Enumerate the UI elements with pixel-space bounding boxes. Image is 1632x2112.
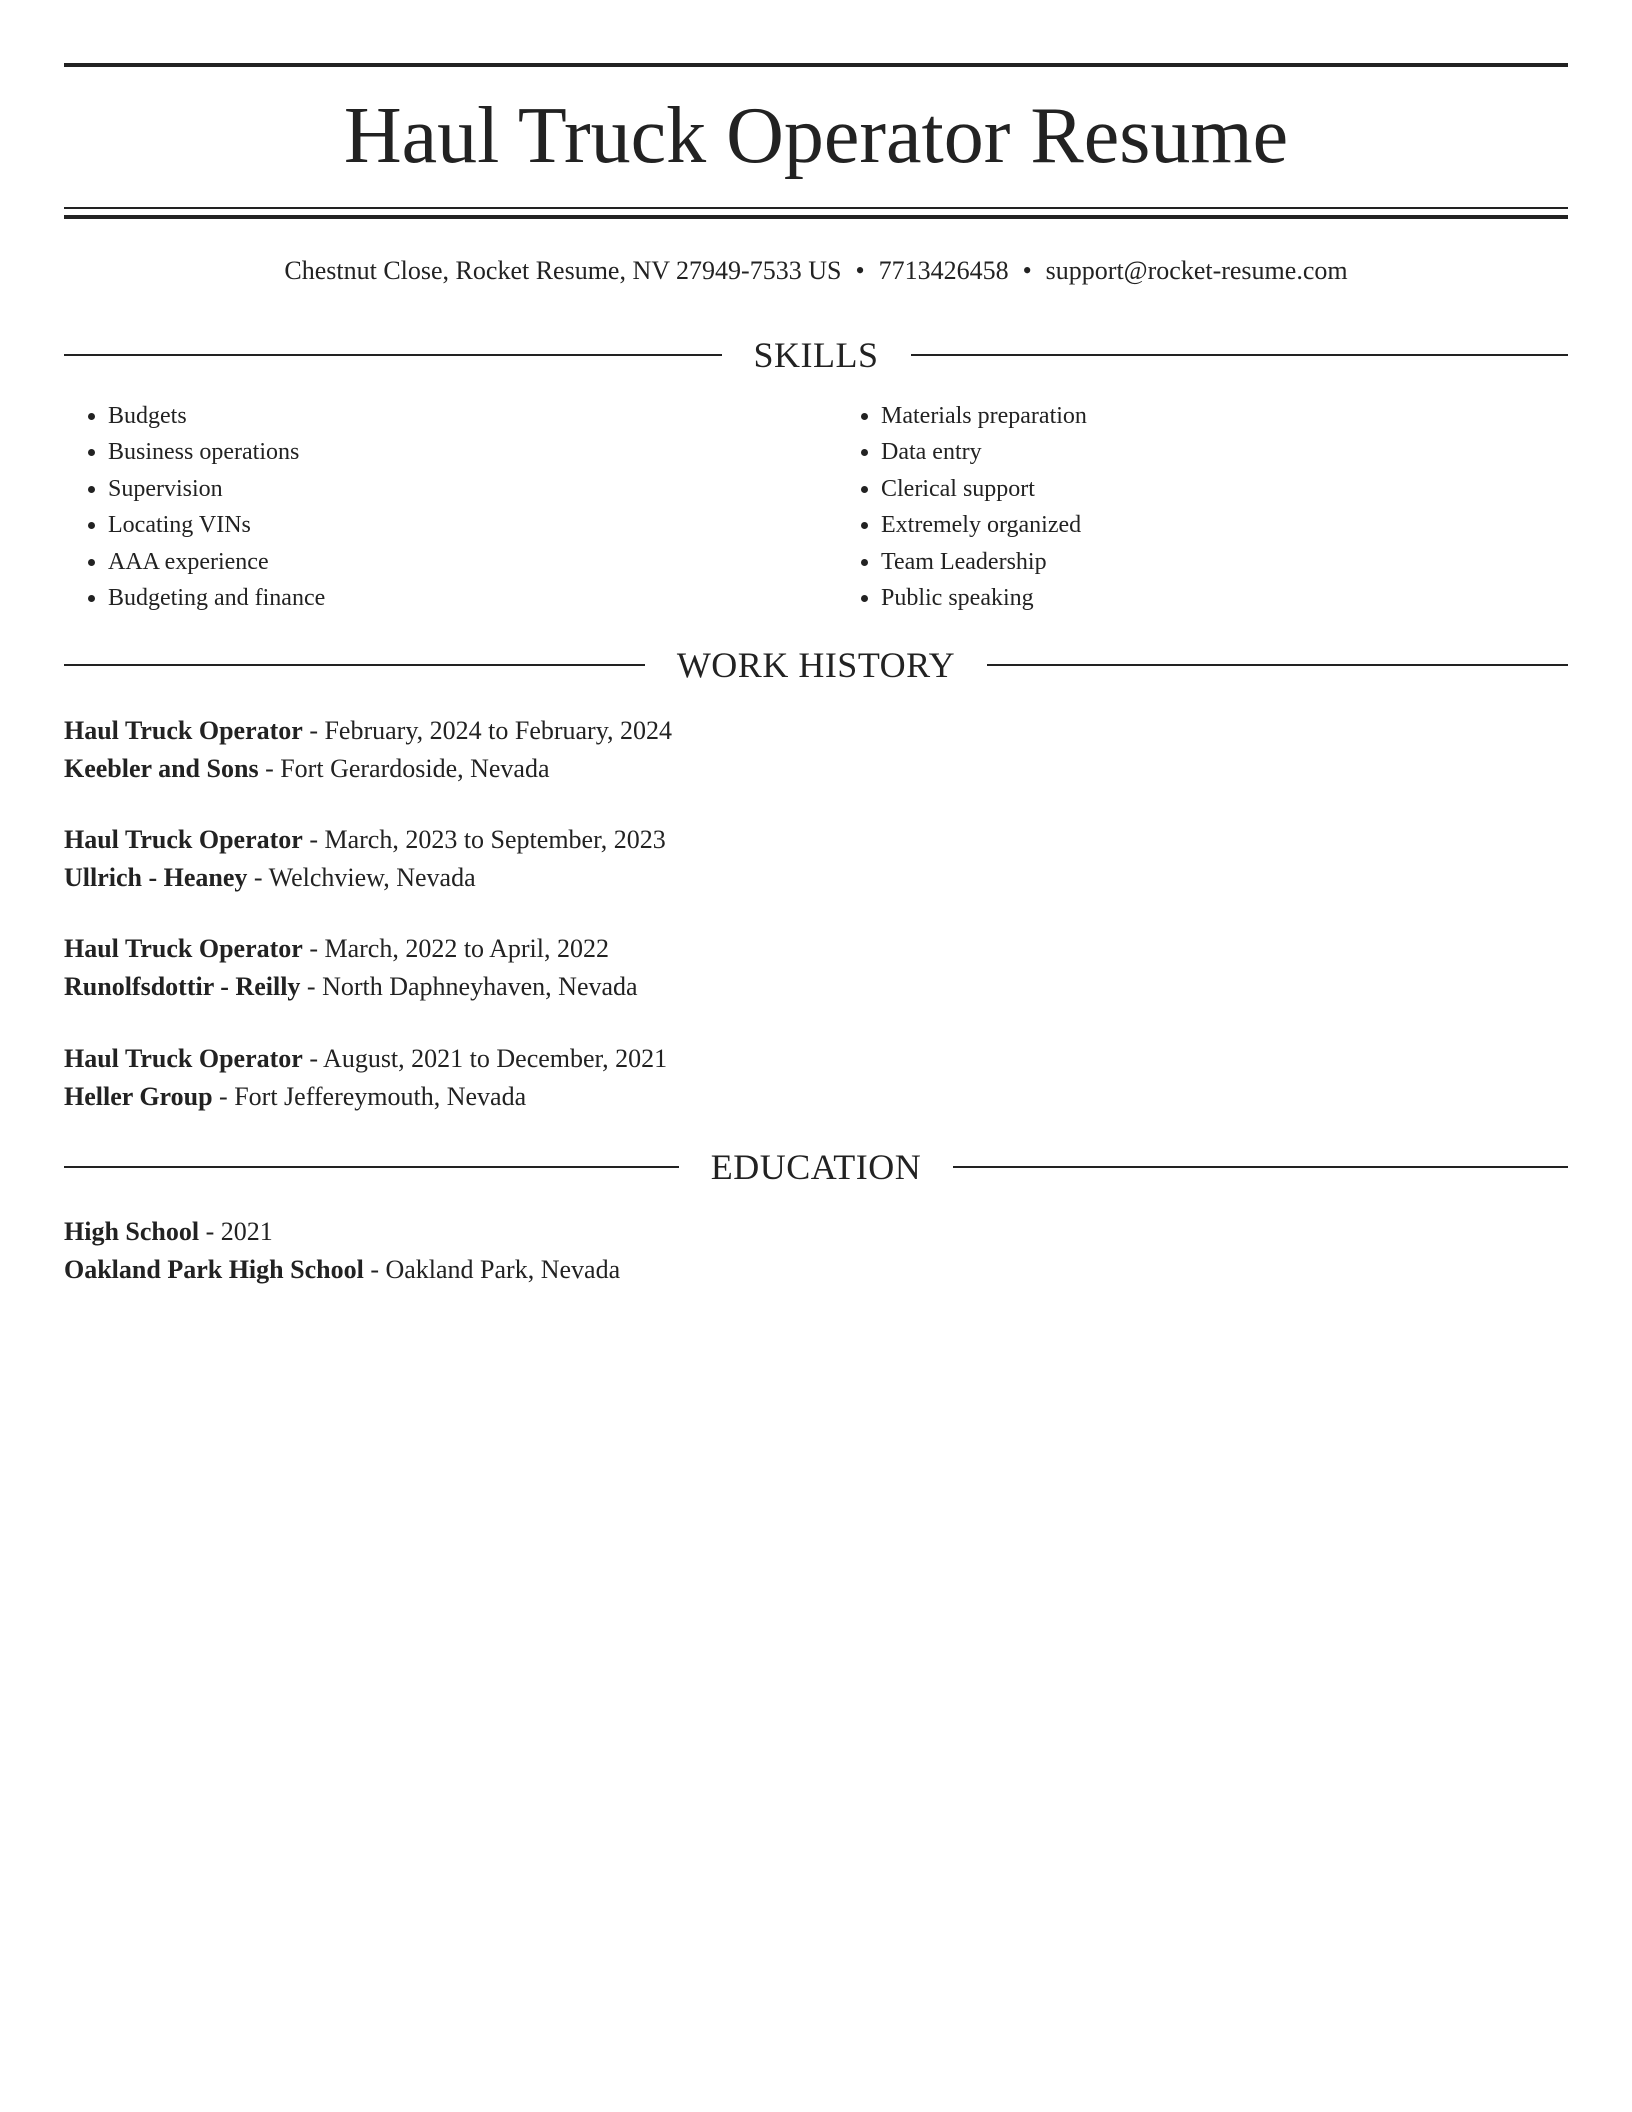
contact-line — [64, 253, 1568, 289]
header-bottom-rule — [64, 207, 1568, 209]
job-dates: - March, 2023 to September, 2023 — [302, 825, 666, 854]
job-company-line — [64, 859, 1568, 897]
skills-section-header — [64, 333, 1568, 377]
job-location: - Welchview, Nevada — [247, 863, 476, 892]
skill-item: • Locating VINs — [108, 507, 795, 543]
section-divider — [64, 354, 722, 356]
job-company: Runolfsdottir - Reilly — [64, 972, 301, 1001]
job-title: Haul Truck Operator — [64, 716, 303, 745]
skills-heading: SKILLS — [753, 335, 879, 375]
section-divider — [953, 1166, 1568, 1168]
job-entry — [64, 1040, 1568, 1116]
skill-item: • Extremely organized — [881, 507, 1568, 543]
job-title-line — [64, 1040, 1568, 1078]
job-location: - Fort Gerardoside, Nevada — [258, 754, 550, 783]
contact-phone: 7713426458 — [878, 256, 1009, 285]
skills-column-left — [64, 398, 795, 616]
job-entry — [64, 930, 1568, 1006]
skills-column-right — [837, 398, 1568, 616]
education-entry — [64, 1213, 1568, 1289]
degree: High School — [64, 1217, 200, 1246]
section-divider — [911, 354, 1569, 356]
job-company: Ullrich - Heaney — [64, 863, 248, 892]
job-title-line — [64, 930, 1568, 968]
graduation-year: - 2021 — [199, 1217, 273, 1246]
skill-item: • AAA experience — [108, 544, 795, 580]
education-heading: EDUCATION — [710, 1147, 922, 1187]
skill-item: • Supervision — [108, 471, 795, 507]
degree-line — [64, 1213, 1568, 1251]
contact-email: support@rocket-resume.com — [1045, 256, 1348, 285]
skill-item: • Materials preparation — [881, 398, 1568, 434]
job-dates: - March, 2022 to April, 2022 — [302, 934, 609, 963]
skills-list — [64, 398, 1568, 616]
job-company-line — [64, 1078, 1568, 1116]
school-name: Oakland Park High School — [64, 1255, 364, 1284]
contact-separator: • — [1022, 256, 1032, 285]
skill-item: • Public speaking — [881, 580, 1568, 616]
skill-item: • Data entry — [881, 434, 1568, 470]
job-dates: - August, 2021 to December, 2021 — [302, 1044, 668, 1073]
work-history-heading: WORK HISTORY — [676, 645, 956, 685]
job-company: Heller Group — [64, 1082, 213, 1111]
section-divider — [987, 664, 1568, 666]
skill-item: • Team Leadership — [881, 544, 1568, 580]
skill-item: • Clerical support — [881, 471, 1568, 507]
section-divider — [64, 1166, 679, 1168]
header-bottom-rule-thick — [64, 215, 1568, 219]
contact-separator: • — [855, 256, 865, 285]
skill-item: • Budgeting and finance — [108, 580, 795, 616]
school-location: - Oakland Park, Nevada — [363, 1255, 621, 1284]
school-line — [64, 1251, 1568, 1289]
job-entry — [64, 712, 1568, 788]
job-company-line — [64, 968, 1568, 1006]
contact-address: Chestnut Close, Rocket Resume, NV 27949-7533 US — [284, 256, 842, 285]
job-title-line — [64, 712, 1568, 750]
skill-item: • Business operations — [108, 434, 795, 470]
job-entry — [64, 821, 1568, 897]
work-history-section-header — [64, 643, 1568, 687]
section-divider — [64, 664, 645, 666]
job-title: Haul Truck Operator — [64, 1044, 303, 1073]
job-company: Keebler and Sons — [64, 754, 259, 783]
job-title-line — [64, 821, 1568, 859]
job-dates: - February, 2024 to February, 2024 — [302, 716, 673, 745]
job-title: Haul Truck Operator — [64, 934, 303, 963]
job-title: Haul Truck Operator — [64, 825, 303, 854]
job-location: - North Daphneyhaven, Nevada — [300, 972, 638, 1001]
job-company-line — [64, 750, 1568, 788]
page-title: Haul Truck Operator Resume — [343, 92, 1289, 180]
header-top-rule — [64, 63, 1568, 67]
education-section-header — [64, 1145, 1568, 1189]
skill-item: • Budgets — [108, 398, 795, 434]
job-location: - Fort Jeffereymouth, Nevada — [212, 1082, 527, 1111]
